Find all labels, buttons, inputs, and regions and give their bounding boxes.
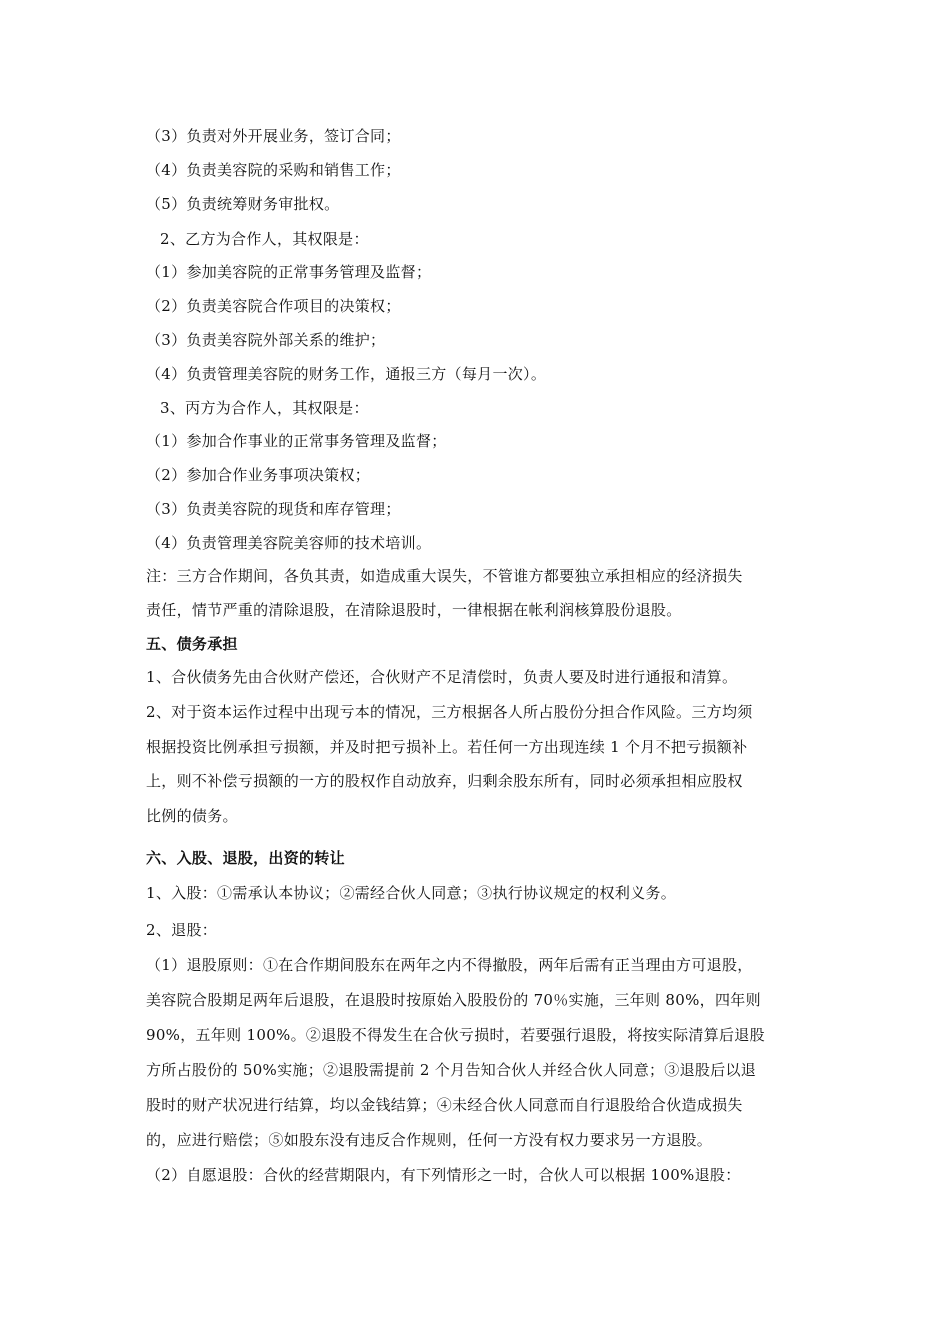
- paragraph-line: （1）退股原则：①在合作期间股东在两年之内不得撤股，两年后需有正当理由方可退股，: [146, 956, 753, 974]
- paragraph-line: 1、合伙债务先由合伙财产偿还，合伙财产不足清偿时，负责人要及时进行通报和清算。: [146, 668, 738, 686]
- paragraph-line: 90%，五年则 100%。②退股不得发生在合伙亏损时，若要强行退股，将按实际清算后退股: [146, 1026, 765, 1044]
- clause-line: （5）负责统筹财务审批权。: [146, 195, 340, 213]
- clause-heading: 3、丙方为合作人，其权限是：: [160, 399, 369, 417]
- clause-heading: 2、乙方为合作人，其权限是：: [160, 230, 369, 248]
- clause-line: （3）负责美容院外部关系的维护；: [146, 331, 386, 349]
- paragraph-line: 上，则不补偿亏损额的一方的股权作自动放弃，归剩余股东所有，同时必须承担相应股权: [146, 772, 743, 790]
- note-line: 注：三方合作期间，各负其责，如造成重大误失，不管谁方都要独立承担相应的经济损失: [146, 567, 743, 585]
- clause-line: （1）参加美容院的正常事务管理及监督；: [146, 263, 432, 281]
- clause-line: （2）参加合作业务事项决策权；: [146, 466, 371, 484]
- section-heading: 六、入股、退股，出资的转让: [146, 849, 345, 867]
- clause-line: （2）负责美容院合作项目的决策权；: [146, 297, 401, 315]
- clause-line: （1）参加合作事业的正常事务管理及监督；: [146, 432, 447, 450]
- paragraph-line: 2、对于资本运作过程中出现亏本的情况，三方根据各人所占股份分担合作风险。三方均须: [146, 703, 753, 721]
- section-heading: 五、债务承担: [146, 635, 238, 653]
- paragraph-line: 根据投资比例承担亏损额，并及时把亏损补上。若任何一方出现连续 1 个月不把亏损额补: [146, 738, 748, 756]
- note-line: 责任，情节严重的清除退股，在清除退股时，一律根据在帐利润核算股份退股。: [146, 601, 682, 619]
- paragraph-line: 2、退股：: [146, 921, 218, 939]
- clause-line: （3）负责美容院的现货和库存管理；: [146, 500, 401, 518]
- paragraph-line: 美容院合股期足两年后退股，在退股时按原始入股股份的 70％实施，三年则 80%，四年则: [146, 991, 761, 1009]
- paragraph-line: 的，应进行赔偿；⑤如股东没有违反合作规则，任何一方没有权力要求另一方退股。: [146, 1131, 713, 1149]
- paragraph-line: 方所占股份的 50%实施；②退股需提前 2 个月告知合伙人并经合伙人同意；③退股后以退: [146, 1061, 757, 1079]
- clause-line: （4）负责美容院的采购和销售工作；: [146, 161, 401, 179]
- paragraph-line: 1、入股：①需承认本协议；②需经合伙人同意；③执行协议规定的权利义务。: [146, 884, 677, 902]
- paragraph-line: 股时的财产状况进行结算，均以金钱结算；④未经合伙人同意而自行退股给合伙造成损失: [146, 1096, 743, 1114]
- clause-line: （3）负责对外开展业务，签订合同；: [146, 127, 401, 145]
- paragraph-line: 比例的债务。: [146, 807, 238, 825]
- paragraph-line: （2）自愿退股：合伙的经营期限内，有下列情形之一时，合伙人可以根据 100%退股：: [146, 1166, 741, 1184]
- clause-line: （4）负责管理美容院美容师的技术培训。: [146, 534, 432, 552]
- clause-line: （4）负责管理美容院的财务工作，通报三方（每月一次）。: [146, 365, 547, 383]
